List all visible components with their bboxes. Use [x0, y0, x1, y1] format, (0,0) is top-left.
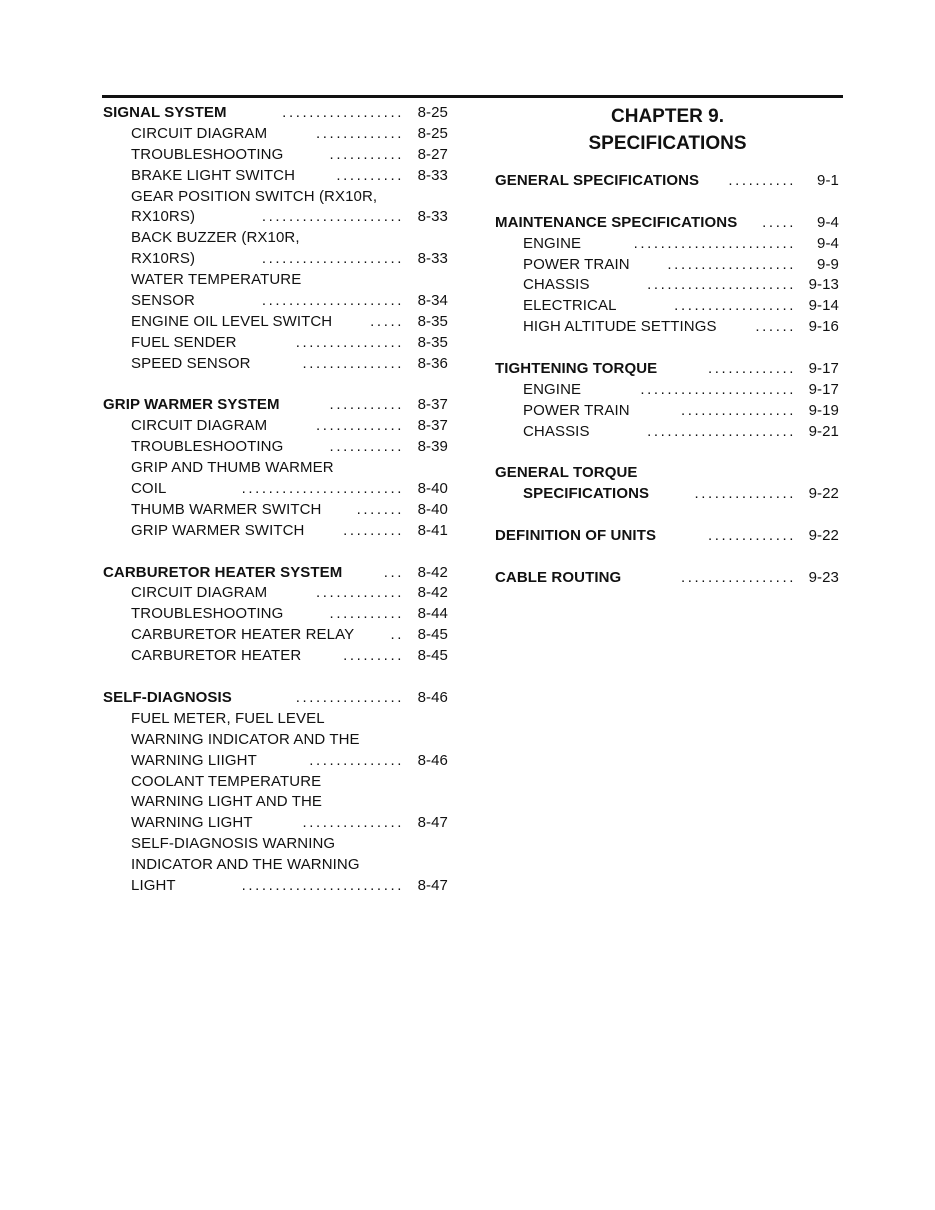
- dot-leader: ...........: [329, 145, 404, 163]
- toc-page-number: 9-4: [817, 213, 839, 231]
- dot-leader: ...............: [302, 354, 404, 372]
- toc-page-number: 8-37: [417, 417, 448, 435]
- toc-entry-title: TIGHTENING TORQUE: [495, 359, 661, 380]
- toc-subentry[interactable]: [103, 249, 448, 270]
- dot-leader: ...........: [329, 438, 404, 456]
- toc-section-entry: [495, 463, 840, 484]
- toc-subentry[interactable]: [103, 604, 448, 625]
- dot-leader: ..........: [336, 166, 404, 184]
- toc-entry-title: CHASSIS: [523, 275, 594, 296]
- toc-entry-title: GENERAL TORQUE: [495, 463, 642, 484]
- toc-entry-title: CIRCUIT DIAGRAM: [131, 416, 271, 437]
- toc-entry-title: GRIP WARMER SWITCH: [131, 521, 308, 542]
- toc-page-number: 8-33: [417, 208, 448, 226]
- toc-page-number: 8-35: [417, 312, 448, 330]
- toc-entry-title: ENGINE: [523, 380, 585, 401]
- dot-leader: .....................: [261, 250, 404, 268]
- dot-leader: .......: [356, 500, 404, 518]
- toc-page-number: 8-25: [417, 124, 448, 142]
- toc-entry-title: CARBURETOR HEATER: [131, 646, 305, 667]
- toc-subentry[interactable]: [495, 275, 840, 296]
- toc-entry-title: SPECIFICATIONS: [523, 484, 653, 505]
- toc-entry-title: SENSOR: [131, 291, 199, 312]
- toc-subentry: [103, 709, 448, 730]
- dot-leader: ........................: [633, 234, 796, 252]
- toc-entry-title: COOLANT TEMPERATURE: [131, 772, 325, 793]
- toc-subentry[interactable]: [103, 312, 448, 333]
- dot-leader: .................: [680, 401, 796, 419]
- dot-leader: .............: [316, 417, 404, 435]
- dot-leader: .........: [343, 521, 404, 539]
- toc-page-number: 8-41: [417, 521, 448, 539]
- toc-page-number: 8-25: [417, 104, 448, 121]
- dot-leader: ........................: [241, 876, 404, 894]
- dot-leader: .....................: [261, 292, 404, 310]
- toc-entry-title: GEAR POSITION SWITCH (RX10R,: [131, 187, 381, 208]
- chapter-title: SPECIFICATIONS: [588, 133, 747, 154]
- toc-entry-title: TROUBLESHOOTING: [131, 604, 287, 625]
- toc-page-number: 9-21: [808, 422, 839, 440]
- toc-subentry[interactable]: [495, 484, 840, 505]
- toc-left-column: [103, 103, 448, 897]
- toc-subentry[interactable]: [103, 813, 448, 834]
- toc-entry-title: CARBURETOR HEATER RELAY: [131, 625, 358, 646]
- toc-section-entry[interactable]: [103, 395, 448, 416]
- toc-entry-title: ELECTRICAL: [523, 296, 621, 317]
- toc-entry-title: CHASSIS: [523, 422, 594, 443]
- toc-entry-title: LIGHT: [131, 876, 180, 897]
- toc-entry-title: GRIP AND THUMB WARMER: [131, 458, 338, 479]
- toc-entry-title: WARNING INDICATOR AND THE: [131, 730, 364, 751]
- toc-subentry: [103, 772, 448, 793]
- dot-leader: ..: [390, 626, 404, 644]
- toc-right-column: [495, 103, 840, 589]
- toc-subentry[interactable]: [103, 207, 448, 228]
- toc-entry-title: RX10RS): [131, 207, 199, 228]
- toc-page-number: 9-17: [808, 360, 839, 378]
- toc-subentry[interactable]: [103, 166, 448, 187]
- toc-entry-title: ENGINE OIL LEVEL SWITCH: [131, 312, 336, 333]
- toc-entry-title: POWER TRAIN: [523, 401, 634, 422]
- toc-entry-title: HIGH ALTITUDE SETTINGS: [523, 317, 721, 338]
- toc-subentry[interactable]: [495, 234, 840, 255]
- toc-entry-title: DEFINITION OF UNITS: [495, 526, 660, 547]
- toc-subentry[interactable]: [103, 500, 448, 521]
- toc-subentry: [103, 228, 448, 249]
- dot-leader: .............: [316, 124, 404, 142]
- dot-leader: ................: [295, 333, 404, 351]
- toc-page-number: 8-39: [417, 438, 448, 456]
- toc-entry-title: WARNING LIIGHT: [131, 751, 261, 772]
- toc-section-entry[interactable]: [103, 563, 448, 584]
- toc-page-number: 8-44: [417, 605, 448, 623]
- toc-subentry[interactable]: [495, 317, 840, 338]
- dot-leader: ......................: [647, 422, 796, 440]
- dot-leader: .............: [708, 360, 796, 378]
- toc-entry-title: FUEL SENDER: [131, 333, 241, 354]
- toc-subentry[interactable]: [103, 583, 448, 604]
- toc-page-number: 9-16: [808, 318, 839, 336]
- toc-subentry[interactable]: [495, 296, 840, 317]
- top-rule: [102, 95, 843, 98]
- toc-page-number: 8-46: [417, 751, 448, 769]
- toc-subentry[interactable]: [103, 876, 448, 897]
- toc-section-entry[interactable]: [103, 103, 448, 124]
- toc-page-number: 8-40: [417, 480, 448, 498]
- toc-subentry[interactable]: [103, 479, 448, 500]
- toc-section-entry[interactable]: [495, 171, 840, 192]
- toc-page-number: 9-19: [808, 401, 839, 419]
- toc-subentry[interactable]: [103, 751, 448, 772]
- toc-subentry[interactable]: [103, 354, 448, 375]
- toc-page-number: 8-42: [417, 584, 448, 602]
- toc-entry-title: GRIP WARMER SYSTEM: [103, 395, 284, 416]
- dot-leader: ..................: [282, 104, 404, 121]
- toc-page-number: 8-47: [417, 814, 448, 832]
- toc-page-number: 9-14: [808, 297, 839, 315]
- toc-page-number: 8-45: [417, 626, 448, 644]
- toc-subentry: [103, 270, 448, 291]
- dot-leader: .............: [316, 584, 404, 602]
- toc-subentry[interactable]: [103, 521, 448, 542]
- toc-section-entry[interactable]: [495, 526, 840, 547]
- toc-subentry[interactable]: [495, 422, 840, 443]
- toc-entry-title: MAINTENANCE SPECIFICATIONS: [495, 213, 741, 234]
- toc-entry-title: WARNING LIGHT AND THE: [131, 792, 326, 813]
- toc-page-number: 9-13: [808, 276, 839, 294]
- toc-subentry: [103, 730, 448, 751]
- dot-leader: ......................: [647, 276, 796, 294]
- dot-leader: ......: [755, 318, 796, 336]
- toc-entry-title: CIRCUIT DIAGRAM: [131, 124, 271, 145]
- toc-subentry[interactable]: [103, 124, 448, 145]
- toc-page-number: 8-42: [417, 563, 448, 581]
- toc-subentry[interactable]: [495, 401, 840, 422]
- toc-subentry[interactable]: [103, 646, 448, 667]
- toc-subentry: [103, 792, 448, 813]
- toc-entry-title: SIGNAL SYSTEM: [103, 103, 231, 124]
- toc-page-number: 9-17: [808, 380, 839, 398]
- toc-entry-title: FUEL METER, FUEL LEVEL: [131, 709, 329, 730]
- toc-entry-title: TROUBLESHOOTING: [131, 145, 287, 166]
- toc-entry-title: WATER TEMPERATURE: [131, 270, 305, 291]
- dot-leader: ................: [295, 688, 404, 706]
- toc-page-number: 8-37: [417, 396, 448, 414]
- toc-entry-title: CIRCUIT DIAGRAM: [131, 583, 271, 604]
- toc-page-number: 9-1: [817, 172, 839, 189]
- toc-subentry: [103, 458, 448, 479]
- toc-page-number: 9-23: [808, 568, 839, 586]
- toc-entry-title: GENERAL SPECIFICATIONS: [495, 171, 703, 192]
- toc-section-entry[interactable]: [103, 688, 448, 709]
- toc-entry-title: CABLE ROUTING: [495, 568, 625, 589]
- toc-page-number: 8-45: [417, 647, 448, 665]
- toc-section-entry[interactable]: [495, 359, 840, 380]
- toc-page-number: 8-35: [417, 333, 448, 351]
- toc-page-number: 9-22: [808, 485, 839, 503]
- dot-leader: .....................: [261, 208, 404, 226]
- toc-page-number: 9-9: [817, 255, 839, 273]
- toc-entry-title: CARBURETOR HEATER SYSTEM: [103, 563, 346, 584]
- dot-leader: .....: [762, 213, 796, 231]
- dot-leader: ...............: [302, 814, 404, 832]
- toc-subentry[interactable]: [495, 255, 840, 276]
- toc-entry-title: SELF-DIAGNOSIS: [103, 688, 236, 709]
- toc-subentry: [103, 855, 448, 876]
- toc-entry-title: THUMB WARMER SWITCH: [131, 500, 326, 521]
- toc-subentry[interactable]: [103, 625, 448, 646]
- toc-entry-title: BACK BUZZER (RX10R,: [131, 228, 304, 249]
- toc-page-number: 8-36: [417, 354, 448, 372]
- toc-subentry[interactable]: [495, 380, 840, 401]
- dot-leader: ..........: [728, 172, 796, 189]
- toc-entry-title: SPEED SENSOR: [131, 354, 255, 375]
- toc-subentry: [103, 187, 448, 208]
- toc-subentry[interactable]: [103, 333, 448, 354]
- dot-leader: ...............: [694, 485, 796, 503]
- toc-entry-title: COIL: [131, 479, 170, 500]
- dot-leader: ........................: [241, 480, 404, 498]
- toc-page-number: 9-22: [808, 527, 839, 545]
- toc-entry-title: TROUBLESHOOTING: [131, 437, 287, 458]
- toc-page-number: 9-4: [817, 234, 839, 252]
- dot-leader: ..................: [674, 297, 796, 315]
- toc-entry-title: BRAKE LIGHT SWITCH: [131, 166, 299, 187]
- dot-leader: .........: [343, 647, 404, 665]
- toc-entry-title: WARNING LIGHT: [131, 813, 257, 834]
- toc-page-number: 8-27: [417, 145, 448, 163]
- toc-page-number: 8-34: [417, 292, 448, 310]
- dot-leader: ...: [383, 563, 404, 581]
- toc-subentry[interactable]: [103, 145, 448, 166]
- chapter-heading: [495, 103, 840, 157]
- dot-leader: ...................: [667, 255, 796, 273]
- dot-leader: .....: [370, 312, 404, 330]
- toc-entry-title: RX10RS): [131, 249, 199, 270]
- toc-page-number: 8-47: [417, 876, 448, 894]
- dot-leader: .............: [708, 527, 796, 545]
- toc-page-number: 8-46: [417, 688, 448, 706]
- toc-page-number: 8-33: [417, 250, 448, 268]
- toc-subentry[interactable]: [103, 437, 448, 458]
- dot-leader: ...........: [329, 396, 404, 414]
- toc-entry-title: INDICATOR AND THE WARNING: [131, 855, 364, 876]
- chapter-number: CHAPTER 9.: [611, 106, 724, 127]
- toc-entry-title: POWER TRAIN: [523, 255, 634, 276]
- toc-entry-title: ENGINE: [523, 234, 585, 255]
- toc-page-number: 8-33: [417, 166, 448, 184]
- dot-leader: .......................: [640, 380, 796, 398]
- toc-section-entry[interactable]: [495, 213, 840, 234]
- toc-entry-title: SELF-DIAGNOSIS WARNING: [131, 834, 339, 855]
- dot-leader: .................: [680, 568, 796, 586]
- toc-subentry[interactable]: [103, 416, 448, 437]
- dot-leader: ..............: [309, 751, 404, 769]
- toc-page-number: 8-40: [417, 500, 448, 518]
- dot-leader: ...........: [329, 605, 404, 623]
- toc-section-entry[interactable]: [495, 568, 840, 589]
- toc-subentry: [103, 834, 448, 855]
- toc-subentry[interactable]: [103, 291, 448, 312]
